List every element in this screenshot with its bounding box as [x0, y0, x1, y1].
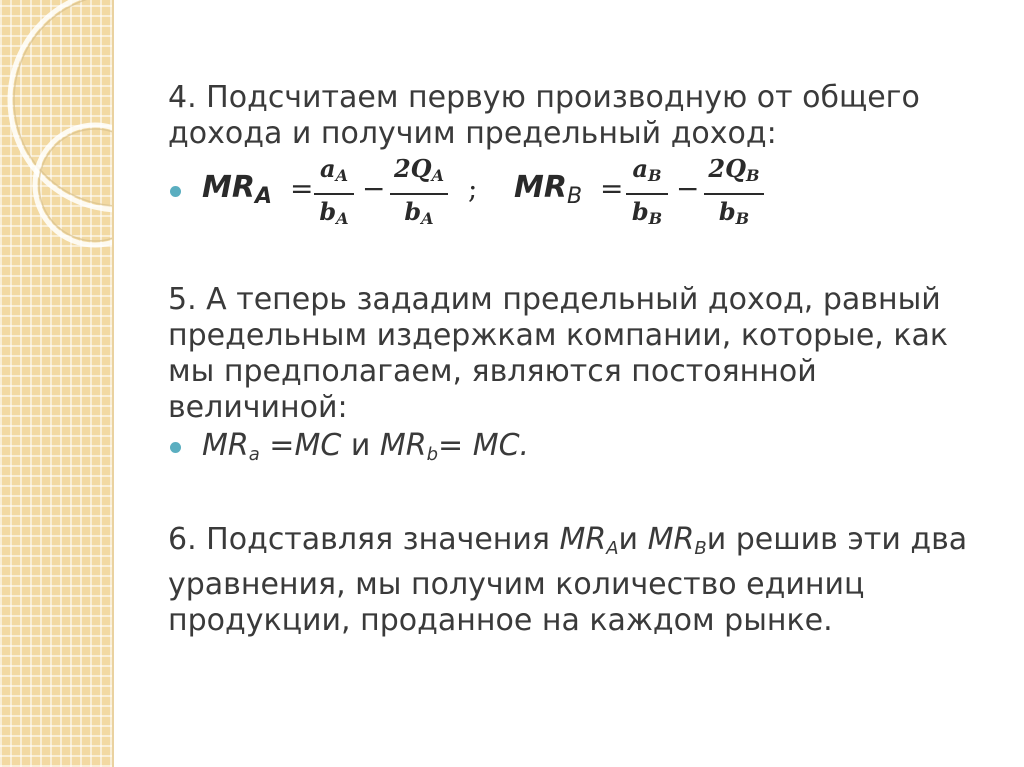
fraction-a-over-b-b: $a_B$ $b_B$ — [626, 154, 668, 234]
step-4-text: 4. Подсчитаем первую производную от общего дохода и получим предельный доход: — [168, 80, 920, 151]
step-5-text: 5. А теперь зададим предельный доход, равный предельным издержкам компании, которые, как мы предполагаем, являются постоянной величиной: — [168, 282, 948, 425]
step-6-paragraph — [168, 522, 988, 639]
marginal-revenue-formula — [168, 154, 988, 240]
fraction-2q-over-b-b: $2Q_B$ $b_B$ — [704, 154, 764, 234]
minus-sign: − — [362, 172, 386, 205]
mr-a-symbol: MR — [202, 428, 249, 463]
mr-a-label: $MR_A$ — [202, 170, 272, 209]
bullet-icon — [170, 186, 181, 197]
minus-sign-b: − — [676, 172, 700, 205]
equals-sign: = — [290, 172, 314, 205]
fraction-2q-over-b: $2Q_A$ $b_A$ — [390, 154, 448, 234]
decorative-circles — [0, 0, 112, 767]
step-6-text: 6. Подставляя значения $MR_Aи$ $MR_Bи$ решив эти два уравнения, мы получим количество единиц продукции, проданное на каждом рынке. — [168, 522, 968, 638]
mr-b-label: $MR_B$ — [514, 170, 583, 209]
mr-equals-mc-line: $MR_a =MC$ и $MR_b=$ MC. — [168, 428, 1022, 473]
mr-b-symbol: MR — [379, 428, 427, 463]
separator: ; — [468, 172, 478, 205]
step-5-paragraph — [168, 282, 988, 426]
bullet-icon — [170, 442, 181, 453]
step-4-paragraph — [168, 80, 988, 152]
decorative-left-strip — [0, 0, 114, 767]
fraction-a-over-b: $a_A$ $b_A$ — [314, 154, 354, 234]
equals-sign-b: = — [600, 172, 624, 205]
